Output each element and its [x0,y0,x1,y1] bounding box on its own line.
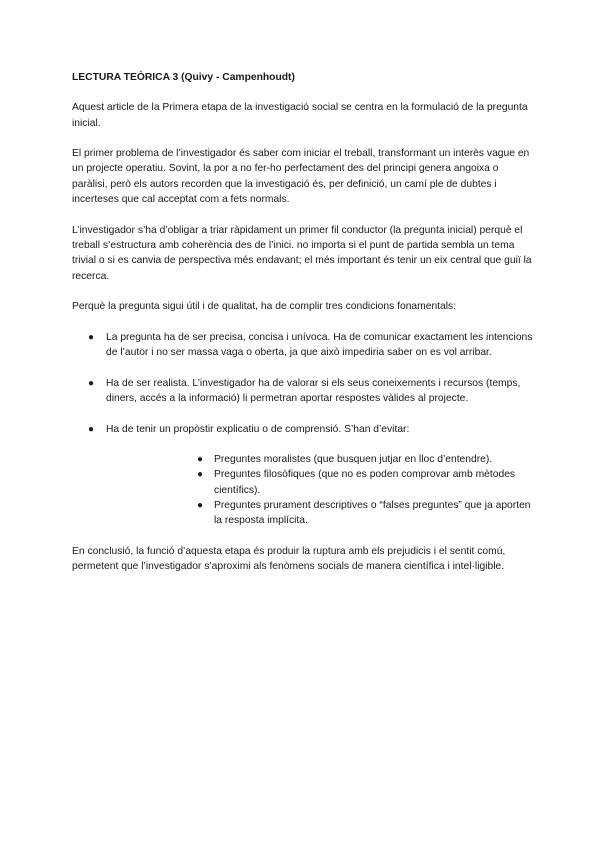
condition-text: Ha de ser realista. L’investigador ha de valorar si els seus coneixements i recursos (temps, diners, accés a la informació) li permetran aportar respostes vàlides al projecte. [106,377,521,404]
condition-text: La pregunta ha de ser precisa, concisa i unívoca. Ha de comunicar exactament les intencions de l’autor i no ser massa vaga o oberta, ja que això impediria saber on es vol arribar. [106,331,533,359]
list-item [72,422,534,529]
bullet-icon: ● [88,423,95,435]
intro-paragraph: Aquest article de la Primera etapa de la investigació social se centra en la formulació de la pregunta inicial. [72,102,528,129]
avoid-item-text: Preguntes moralistes (que busquen jutjar en lloc d’entendre). [214,454,493,466]
bullet-icon: ● [88,331,95,343]
list-item [72,330,534,361]
avoid-item-text: Preguntes prurament descriptives o “falses preguntes” que ja aporten la resposta implícita. [214,500,531,527]
conditions-intro-paragraph: Perquè la pregunta sigui útil i de qualitat, ha de complir tres condicions fonamentals: [72,301,457,313]
avoid-item-text: Preguntes filosòfiques (que no es poden comprovar amb mètodes científics). [214,469,516,496]
bullet-icon: ● [197,500,204,512]
bullet-icon: ● [197,469,204,481]
page-title: LECTURA TEÒRICA 3 (Quivy - Campenhoudt) [72,72,295,83]
conditions-list [72,330,534,529]
bullet-icon: ● [197,454,204,466]
condition-text: Ha de tenir un propòstir explicatiu o de comprensió. S’han d’evitar: [106,423,410,435]
conclusion-paragraph: En conclusió, la funció d’aquesta etapa és produir la ruptura amb els prejudicis i el sentit comú, permetent que l’investigador s’aproximi als fenòmens socials de manera científica i intel·ligible. [72,545,506,573]
guiding-thread-paragraph: L’investigador s’ha d’obligar a triar ràpidament un primer fil conductor (la pregunta inicial) perquè el treball s’estructura amb coherència des de l’inici. no importa si el punt de partida sembla un tema trivial o si es canvia de perspectiva més endavant; el més important és tenir un eix central que guiï la recerca. [72,224,532,282]
avoid-list [106,452,534,528]
list-item [106,498,534,529]
problem-paragraph: El primer problema de l’investigador és saber com iniciar el treball, transformant un interès vague en un projecte operatiu. Sovint, la por a no fer-ho perfectament des del principi genera angoixa o paràlisi, però els autors recorden que la investigació és, per definició, un camí ple de dubtes i incerteses que cal acceptat com a fets normals. [72,148,530,206]
list-item [106,467,534,498]
list-item [106,452,534,467]
list-item [72,376,534,407]
bullet-icon: ● [88,377,95,389]
